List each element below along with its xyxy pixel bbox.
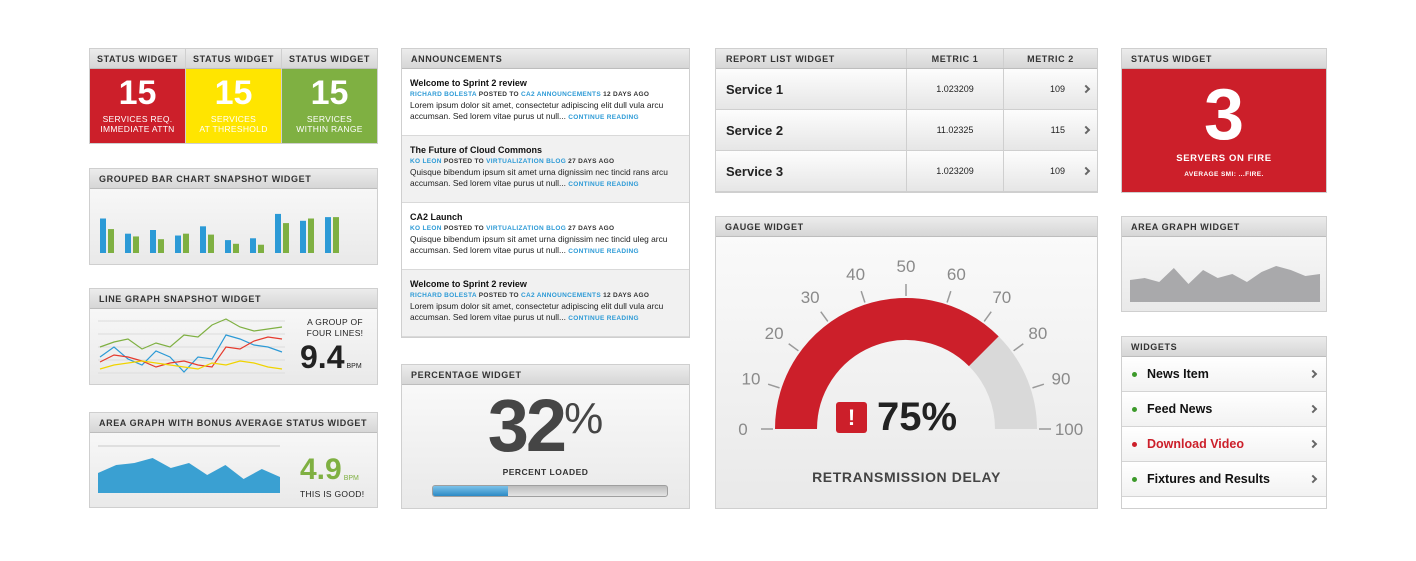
widget-header: LINE GRAPH SNAPSHOT WIDGET xyxy=(90,289,377,309)
report-service-name: Service 3 xyxy=(716,151,907,191)
bar xyxy=(175,236,181,253)
widget-list-item[interactable] xyxy=(1122,392,1326,427)
bar xyxy=(158,239,164,253)
progress-track xyxy=(432,485,668,497)
gauge-tick xyxy=(789,344,799,351)
area-bonus-caption: THIS IS GOOD! xyxy=(300,489,365,499)
announcement-channel[interactable]: VIRTUALIZATION BLOG xyxy=(486,225,567,232)
widgets-list-widget xyxy=(1121,336,1327,509)
area-bonus-unit: BPM xyxy=(343,475,359,482)
announcement-item[interactable] xyxy=(402,270,689,337)
widget-header: WIDGETS xyxy=(1122,337,1326,357)
announcement-item[interactable] xyxy=(402,203,689,270)
announcement-ago: 12 DAYS AGO xyxy=(603,91,650,98)
status-label-line1: SERVICES xyxy=(306,114,353,124)
gauge-tick xyxy=(821,312,828,322)
area-chart xyxy=(1122,237,1326,312)
bar xyxy=(283,223,289,253)
bar xyxy=(125,234,131,253)
widget-header: GAUGE WIDGET xyxy=(716,217,1097,237)
announcement-text: Quisque bibendum ipsum sit amet urna dignissim nec tincid rans arcu accumsan. Sed lorem vitae purus ut null... xyxy=(410,167,668,188)
status-trio-widget xyxy=(89,48,378,144)
report-service-name: Service 1 xyxy=(716,69,907,109)
widget-header: ANNOUNCEMENTS xyxy=(402,49,689,69)
line-graph-widget xyxy=(89,288,378,385)
report-metric2: 109 xyxy=(1049,84,1065,94)
gauge-tick-label: 60 xyxy=(946,264,966,284)
report-list-widget xyxy=(715,48,1098,193)
widget-header: STATUS WIDGET xyxy=(1122,49,1326,69)
announcement-author[interactable]: RICHARD BOLESTA xyxy=(410,292,477,299)
widget-header: AREA GRAPH WIDGET xyxy=(1122,217,1326,237)
report-title: REPORT LIST WIDGET xyxy=(716,49,907,68)
status-body xyxy=(186,69,281,143)
bar xyxy=(200,226,206,253)
widget-header: PERCENTAGE WIDGET xyxy=(402,365,689,385)
gauge-tick-label: 90 xyxy=(1051,369,1071,389)
status-header: STATUS WIDGET xyxy=(282,49,377,69)
gauge-tick-label: 10 xyxy=(741,369,761,389)
status-body xyxy=(282,69,377,143)
announcement-title[interactable]: CA2 Launch xyxy=(410,212,463,222)
status-label-line1: SERVICES REQ. xyxy=(102,114,173,124)
continue-reading-link[interactable]: CONTINUE READING xyxy=(568,181,639,188)
widget-header: GROUPED BAR CHART SNAPSHOT WIDGET xyxy=(90,169,377,189)
gauge-tick-label: 70 xyxy=(992,288,1012,308)
bar xyxy=(233,244,239,253)
bar xyxy=(133,236,139,253)
gauge-tick-label: 50 xyxy=(896,257,916,276)
announcements-widget xyxy=(401,48,690,338)
report-metric2-cell xyxy=(1004,151,1097,191)
status-label-line2: WITHIN RANGE xyxy=(296,124,363,134)
announcement-item[interactable] xyxy=(402,136,689,203)
report-metric1: 1.023209 xyxy=(907,151,1004,191)
chevron-right-icon[interactable] xyxy=(1309,440,1317,448)
bar xyxy=(100,219,106,254)
announcement-text: Lorem ipsum dolor sit amet, consectetur adipiscing elit dull vula arcu accumsan. Sed lorem vitae purus ut null... xyxy=(410,301,664,322)
bar xyxy=(183,234,189,253)
status-cell xyxy=(186,49,282,143)
bar xyxy=(258,245,264,253)
announcement-title[interactable]: The Future of Cloud Commons xyxy=(410,145,542,155)
announcement-item[interactable] xyxy=(402,69,689,136)
status-label xyxy=(100,114,174,134)
chevron-right-icon[interactable] xyxy=(1309,405,1317,413)
gauge-tick-label: 20 xyxy=(764,324,784,344)
bullet-icon xyxy=(1132,442,1137,447)
gauge-tick xyxy=(768,384,779,388)
report-service-name: Service 2 xyxy=(716,110,907,150)
continue-reading-link[interactable]: CONTINUE READING xyxy=(568,315,639,322)
progress-fill xyxy=(433,486,508,496)
widget-list-item[interactable] xyxy=(1122,427,1326,462)
widget-item-label[interactable]: News Item xyxy=(1147,367,1209,381)
announcement-author[interactable]: KO LEON xyxy=(410,158,442,165)
announcement-author[interactable]: KO LEON xyxy=(410,225,442,232)
report-metric1: 1.023209 xyxy=(907,69,1004,109)
status-value: 15 xyxy=(214,74,253,112)
status-value: 15 xyxy=(118,74,157,112)
report-row[interactable] xyxy=(716,151,1097,192)
announcement-meta xyxy=(410,225,681,232)
report-metric2-cell xyxy=(1004,110,1097,150)
line-caption-1: A GROUP OF xyxy=(307,317,363,327)
announcement-ago: 12 DAYS AGO xyxy=(603,292,650,299)
gauge-tick-label: 40 xyxy=(846,264,866,284)
announcement-posted: POSTED TO xyxy=(478,292,519,299)
widget-item-label[interactable]: Download Video xyxy=(1147,437,1244,451)
gauge-widget xyxy=(715,216,1098,509)
line-caption-2: FOUR LINES! xyxy=(306,328,364,338)
bullet-icon xyxy=(1132,372,1137,377)
bullet-icon xyxy=(1132,407,1137,412)
announcement-text: Quisque bibendum ipsum sit amet urna dignissim nec tincid uleg arcu accumsan. Sed lorem vitae purus ut null... xyxy=(410,234,668,255)
chevron-right-icon[interactable] xyxy=(1082,126,1090,134)
announcement-posted: POSTED TO xyxy=(478,91,519,98)
gauge-tick xyxy=(861,291,865,302)
announcement-body xyxy=(410,301,681,324)
status-label-line1: SERVICES xyxy=(210,114,257,124)
announcement-title[interactable]: Welcome to Sprint 2 review xyxy=(410,279,527,289)
status-label xyxy=(199,114,267,134)
status-big-label: SERVERS ON FIRE xyxy=(1176,153,1272,164)
grouped-bar-widget xyxy=(89,168,378,265)
bar xyxy=(208,235,214,253)
announcement-body xyxy=(410,234,681,257)
bar xyxy=(333,217,339,253)
widget-header: AREA GRAPH WITH BONUS AVERAGE STATUS WIDGET xyxy=(90,413,377,433)
announcement-posted: POSTED TO xyxy=(443,158,484,165)
status-big-sublabel: AVERAGE SMI: ...FIRE. xyxy=(1184,171,1264,178)
line-unit: BPM xyxy=(346,363,362,370)
gauge-tick-label: 80 xyxy=(1028,324,1048,344)
report-metric1: 11.02325 xyxy=(907,110,1004,150)
gauge-tick xyxy=(1014,344,1024,351)
percentage-value: 32 xyxy=(487,384,565,467)
widget-item-label[interactable]: Fixtures and Results xyxy=(1147,472,1270,486)
status-header: STATUS WIDGET xyxy=(186,49,281,69)
gauge-tick xyxy=(947,291,951,302)
bar xyxy=(250,238,256,253)
announcement-text: Lorem ipsum dolor sit amet, consectetur adipiscing elit dull vula arcu accumsan. Sed lorem vitae purus ut null... xyxy=(410,100,664,121)
bar xyxy=(325,217,331,253)
announcement-title[interactable]: Welcome to Sprint 2 review xyxy=(410,78,527,88)
bar xyxy=(275,214,281,253)
announcement-meta xyxy=(410,158,681,165)
announcement-meta xyxy=(410,292,681,299)
area-bonus-widget xyxy=(89,412,378,508)
percentage-widget xyxy=(401,364,690,509)
line-chart xyxy=(90,309,290,384)
area-fill xyxy=(1130,266,1320,302)
report-col-metric2: METRIC 2 xyxy=(1027,54,1074,64)
bar xyxy=(150,230,156,253)
bullet-icon xyxy=(1132,477,1137,482)
area-fill xyxy=(98,458,280,493)
widget-list-item[interactable] xyxy=(1122,357,1326,392)
bar xyxy=(300,221,306,253)
widget-list-item[interactable] xyxy=(1122,462,1326,497)
chevron-right-icon[interactable] xyxy=(1309,370,1317,378)
report-header xyxy=(716,49,1097,69)
announcement-channel[interactable]: VIRTUALIZATION BLOG xyxy=(486,158,567,165)
status-big-body xyxy=(1122,69,1326,192)
gauge-tick-label: 30 xyxy=(800,288,820,308)
announcement-ago: 27 DAYS AGO xyxy=(568,158,615,165)
area-graph-widget xyxy=(1121,216,1327,312)
alert-icon: ! xyxy=(836,402,867,433)
gauge-caption: RETRANSMISSION DELAY xyxy=(812,469,1001,485)
report-metric2: 115 xyxy=(1050,125,1065,135)
gauge-tick-label: 0 xyxy=(738,420,748,439)
status-cell xyxy=(90,49,186,143)
continue-reading-link[interactable]: CONTINUE READING xyxy=(568,114,639,121)
announcement-ago: 27 DAYS AGO xyxy=(568,225,615,232)
percentage-caption: PERCENT LOADED xyxy=(502,467,589,477)
gauge-tick xyxy=(984,312,991,322)
status-cell xyxy=(282,49,377,143)
status-big-value: 3 xyxy=(1203,75,1245,155)
gauge-tick xyxy=(1032,384,1043,388)
report-row[interactable] xyxy=(716,69,1097,110)
announcement-channel[interactable]: CA2 ANNOUNCEMENTS xyxy=(520,292,601,299)
status-value: 15 xyxy=(310,74,349,112)
announcement-body xyxy=(410,100,681,123)
announcement-author[interactable]: RICHARD BOLESTA xyxy=(410,91,477,98)
area-chart xyxy=(90,433,285,508)
widget-item-label[interactable]: Feed News xyxy=(1147,402,1213,416)
gauge-tick-label: 100 xyxy=(1054,420,1084,439)
report-row[interactable] xyxy=(716,110,1097,151)
report-col-metric1: METRIC 1 xyxy=(907,49,1004,68)
continue-reading-link[interactable]: CONTINUE READING xyxy=(568,248,639,255)
area-bonus-value: 4.9 xyxy=(300,453,342,486)
announcement-meta xyxy=(410,91,681,98)
chevron-right-icon[interactable] xyxy=(1082,167,1090,175)
status-label xyxy=(296,114,362,134)
announcement-channel[interactable]: CA2 ANNOUNCEMENTS xyxy=(520,91,601,98)
grouped-bar-chart xyxy=(90,189,377,264)
bar xyxy=(108,229,114,253)
line-value: 9.4 xyxy=(300,339,345,375)
report-metric2: 109 xyxy=(1049,166,1065,176)
announcement-posted: POSTED TO xyxy=(443,225,484,232)
announcement-body xyxy=(410,167,681,190)
status-body xyxy=(90,69,185,143)
gauge-value: 75% xyxy=(877,395,958,439)
bar xyxy=(308,219,314,254)
status-header: STATUS WIDGET xyxy=(90,49,185,69)
report-metric2-cell xyxy=(1004,69,1097,109)
status-label-line2: AT THRESHOLD xyxy=(199,124,268,134)
chevron-right-icon[interactable] xyxy=(1082,85,1090,93)
chevron-right-icon[interactable] xyxy=(1309,475,1317,483)
bar xyxy=(225,240,231,253)
percent-symbol: % xyxy=(564,394,604,443)
status-big-widget xyxy=(1121,48,1327,193)
status-label-line2: IMMEDIATE ATTN xyxy=(100,124,175,134)
